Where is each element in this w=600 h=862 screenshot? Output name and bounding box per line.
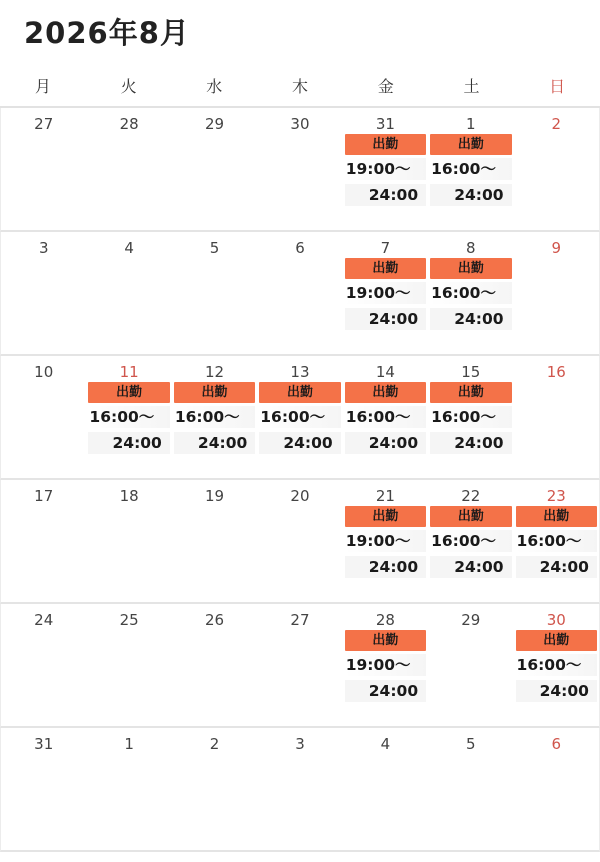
shift-badge[interactable]: 出勤: [430, 258, 511, 279]
day-number: 2: [551, 115, 562, 133]
day-number: 16: [546, 363, 566, 381]
day-number: 10: [34, 363, 54, 381]
shift-end-time: 24:00: [345, 680, 426, 702]
day-cell[interactable]: [343, 108, 428, 230]
week-row: [0, 356, 600, 480]
shift-start-time: 16:00〜: [345, 406, 426, 428]
weekday-fri: 金: [377, 77, 394, 96]
shift-start-time: 19:00〜: [345, 158, 426, 180]
day-number: 28: [119, 115, 139, 133]
shift-start-time: 16:00〜: [430, 530, 511, 552]
shift-end-time: 24:00: [88, 432, 169, 454]
day-number: 13: [290, 363, 310, 381]
shift-end-time: 24:00: [516, 556, 597, 578]
shift-badge[interactable]: 出勤: [516, 630, 597, 651]
shift-end-time: 24:00: [345, 184, 426, 206]
day-cell[interactable]: [257, 480, 342, 602]
day-cell[interactable]: [343, 604, 428, 726]
day-number: 31: [375, 115, 395, 133]
day-number: 29: [205, 115, 225, 133]
shift-badge[interactable]: 出勤: [345, 630, 426, 651]
day-number: 21: [375, 487, 395, 505]
day-number: 3: [295, 735, 305, 753]
day-cell[interactable]: [428, 356, 513, 478]
day-cell[interactable]: [1, 356, 86, 478]
day-cell[interactable]: [257, 356, 342, 478]
day-number: 24: [34, 611, 54, 629]
week-row: [0, 108, 600, 232]
day-number: 5: [209, 239, 220, 257]
day-cell[interactable]: [514, 728, 599, 850]
day-cell[interactable]: [257, 604, 342, 726]
shift-badge[interactable]: 出勤: [345, 134, 426, 155]
day-number: 4: [380, 735, 391, 753]
weekday-sun: 日: [549, 77, 566, 96]
shift-start-time: 16:00〜: [516, 530, 597, 552]
day-number: 8: [466, 239, 476, 257]
shift-end-time: 24:00: [516, 680, 597, 702]
day-number: 12: [205, 363, 225, 381]
weekday-thu: 木: [292, 77, 309, 96]
day-cell[interactable]: [1, 232, 86, 354]
day-number: 22: [461, 487, 481, 505]
shift-badge[interactable]: 出勤: [345, 258, 426, 279]
day-number: 30: [546, 611, 566, 629]
shift-start-time: 16:00〜: [516, 654, 597, 676]
shift-start-time: 16:00〜: [174, 406, 255, 428]
page-title: 2026年8月: [24, 16, 190, 50]
shift-badge[interactable]: 出勤: [430, 506, 511, 527]
day-number: 20: [290, 487, 310, 505]
weekday-sat: 土: [463, 77, 480, 96]
day-cell[interactable]: [1, 604, 86, 726]
shift-start-time: 16:00〜: [88, 406, 169, 428]
day-cell[interactable]: [86, 356, 171, 478]
day-cell[interactable]: [86, 728, 171, 850]
day-number: 15: [461, 363, 481, 381]
week-row: [0, 480, 600, 604]
day-cell[interactable]: [257, 232, 342, 354]
day-number: 28: [375, 611, 395, 629]
day-number: 3: [38, 239, 49, 257]
day-cell[interactable]: [428, 108, 513, 230]
day-cell[interactable]: [172, 728, 257, 850]
shift-start-time: 16:00〜: [259, 406, 340, 428]
day-cell[interactable]: [1, 108, 86, 230]
day-number: 27: [34, 115, 54, 133]
shift-start-time: 19:00〜: [345, 282, 426, 304]
day-cell[interactable]: [514, 604, 599, 726]
day-cell[interactable]: [172, 604, 257, 726]
day-cell[interactable]: [172, 108, 257, 230]
day-cell[interactable]: [257, 728, 342, 850]
shift-badge[interactable]: 出勤: [430, 382, 511, 403]
day-cell[interactable]: [172, 356, 257, 478]
day-cell[interactable]: [514, 480, 599, 602]
day-number: 7: [380, 239, 391, 257]
shift-end-time: 24:00: [345, 308, 426, 330]
shift-badge[interactable]: 出勤: [345, 506, 426, 527]
shift-badge[interactable]: 出勤: [345, 382, 426, 403]
day-number: 14: [375, 363, 395, 381]
day-number: 26: [205, 611, 225, 629]
shift-start-time: 16:00〜: [430, 406, 511, 428]
day-number: 29: [461, 611, 481, 629]
day-number: 4: [124, 239, 134, 257]
shift-badge[interactable]: 出勤: [430, 134, 511, 155]
day-cell[interactable]: [86, 604, 171, 726]
day-cell[interactable]: [514, 108, 599, 230]
day-number: 19: [205, 487, 225, 505]
day-cell[interactable]: [343, 232, 428, 354]
day-cell[interactable]: [428, 480, 513, 602]
shift-end-time: 24:00: [345, 556, 426, 578]
shift-start-time: 16:00〜: [430, 282, 511, 304]
day-cell[interactable]: [514, 356, 599, 478]
day-cell[interactable]: [86, 108, 171, 230]
weekday-mon: 月: [34, 77, 51, 96]
day-number: 6: [551, 735, 562, 753]
day-number: 17: [34, 487, 54, 505]
shift-end-time: 24:00: [430, 432, 511, 454]
shift-badge[interactable]: 出勤: [174, 382, 255, 403]
weekday-header: [0, 68, 600, 108]
shift-end-time: 24:00: [345, 432, 426, 454]
shift-end-time: 24:00: [430, 184, 511, 206]
day-number: 5: [466, 735, 476, 753]
day-number: 11: [119, 363, 139, 381]
day-cell[interactable]: [343, 728, 428, 850]
shift-end-time: 24:00: [430, 308, 511, 330]
shift-end-time: 24:00: [174, 432, 255, 454]
shift-start-time: 19:00〜: [345, 654, 426, 676]
day-cell[interactable]: [172, 232, 257, 354]
day-number: 25: [119, 611, 139, 629]
day-number: 2: [209, 735, 220, 753]
day-number: 9: [551, 239, 562, 257]
day-cell[interactable]: [343, 480, 428, 602]
shift-badge[interactable]: 出勤: [259, 382, 340, 403]
day-number: 6: [295, 239, 305, 257]
weekday-tue: 火: [120, 77, 137, 96]
week-row: [0, 728, 600, 852]
day-number: 1: [124, 735, 134, 753]
day-number: 27: [290, 611, 310, 629]
weekday-wed: 水: [206, 77, 223, 96]
calendar-grid: [0, 108, 600, 852]
day-cell[interactable]: [86, 480, 171, 602]
shift-end-time: 24:00: [430, 556, 511, 578]
day-cell[interactable]: [172, 480, 257, 602]
day-number: 1: [466, 115, 476, 133]
day-cell[interactable]: [343, 356, 428, 478]
day-cell[interactable]: [86, 232, 171, 354]
week-row: [0, 604, 600, 728]
day-cell[interactable]: [428, 604, 513, 726]
day-cell[interactable]: [428, 232, 513, 354]
day-cell[interactable]: [257, 108, 342, 230]
day-number: 30: [290, 115, 310, 133]
day-number: 31: [34, 735, 54, 753]
day-cell[interactable]: [514, 232, 599, 354]
shift-start-time: 16:00〜: [430, 158, 511, 180]
day-number: 18: [119, 487, 139, 505]
day-cell[interactable]: [1, 728, 86, 850]
shift-start-time: 19:00〜: [345, 530, 426, 552]
day-number: 23: [546, 487, 566, 505]
day-cell[interactable]: [428, 728, 513, 850]
shift-end-time: 24:00: [259, 432, 340, 454]
shift-badge[interactable]: 出勤: [88, 382, 169, 403]
shift-badge[interactable]: 出勤: [516, 506, 597, 527]
day-cell[interactable]: [1, 480, 86, 602]
week-row: [0, 232, 600, 356]
